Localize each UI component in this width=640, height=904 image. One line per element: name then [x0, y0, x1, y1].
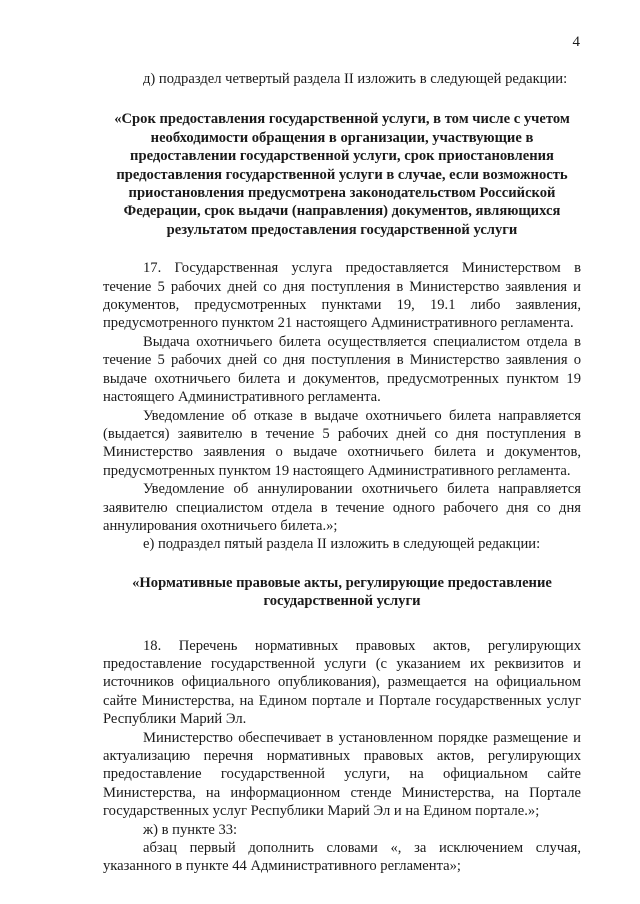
paragraph-intro-d: д) подраздел четвертый раздела II изложить в следующей редакции:	[143, 71, 568, 87]
paragraph-17: 17. Государственная услуга предоставляется Министерством в течение 5 рабочих дней со дня поступления в Министерство заявления и документов, предусмотренных пунктами 19, 19.1 либо заявления, предусмотренного пунктом 21 настоящего Административного регламента.	[103, 260, 581, 332]
paragraph-ministry: Министерство обеспечивает в установленном порядке размещение и актуализацию перечня нормативных правовых актов, регулирующих предоставление государственной услуги, на официальном сайте Министерства, на информационном стенде Министерства, на Портале государственных услуг Республики Марий Эл и на Едином портале.»;	[103, 729, 581, 820]
paragraph-intro-e: е) подраздел пятый раздела II изложить в следующей редакции:	[143, 536, 541, 553]
section-heading-normative-acts: «Нормативные правовые акты, регулирующие предоставление государственной услуги	[132, 574, 552, 610]
paragraph-18: 18. Перечень нормативных правовых актов, регулирующих предоставление государственной услуги (с указанием их реквизитов и источников официального опубликования), размещается на официальном сайте Министерства, на Едином портале и Портале государственных услуг Республики Марий Эл.	[103, 637, 581, 728]
paragraph-annulment: Уведомление об аннулировании охотничьего билета направляется заявителю специалистом отдела в течение одного рабочего дня со дня аннулирования охотничьего билета.»;	[103, 481, 581, 534]
paragraph-refusal: Уведомление об отказе в выдаче охотничьего билета направляется (выдается) заявителю в течение 5 рабочих дней со дня поступления в Министерство заявления о выдаче охотничьего билета и документов, предусмотренных пунктом 19 настоящего Административного регламента.	[103, 407, 581, 479]
paragraph-abzac: абзац первый дополнить словами «, за исключением случая, указанного в пункте 44 Административного регламента»;	[103, 840, 581, 875]
section-heading-term: «Срок предоставления государственной услуги, в том числе с учетом необходимости обращения в организации, участвующие в предоставлении государственной услуги, срок приостановления предоставления государственной услуги в случае, если возможность приостановления предусмотрена законодательством Российской Федерации, срок выдачи (направления) документов, являющихся результатом предоставления государственной услуги	[114, 111, 570, 238]
page-number: 4	[572, 34, 580, 50]
document-body	[103, 70, 581, 876]
paragraph-intro-zh: ж) в пункте 33:	[143, 821, 238, 838]
paragraph-issue: Выдача охотничьего билета осуществляется специалистом отдела в течение 5 рабочих дней со дня поступления в Министерство заявления о выдаче охотничьего билета и документов, предусмотренных пунктом 19 настоящего Административного регламента.	[103, 333, 581, 406]
